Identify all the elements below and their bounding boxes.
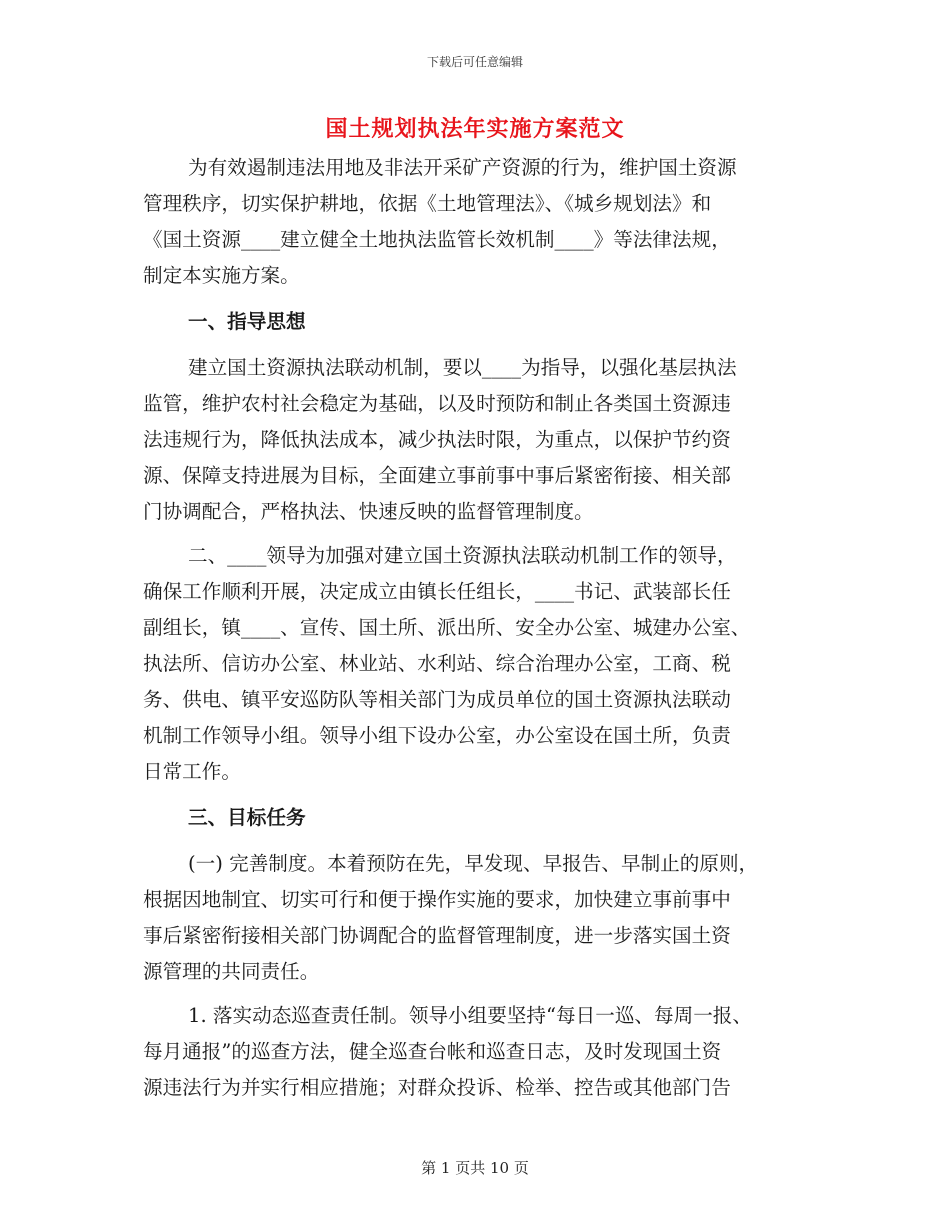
body-line: 法违规行为，降低执法成本，减少执法时限，为重点，以保护节约资 [143,428,731,451]
body-line: 1. 落实动态巡查责任制。领导小组要坚持“每日一巡、每周一报、 [188,1004,752,1027]
body-line: 机制工作领导小组。领导小组下设办公室，办公室设在国土所，负责 [143,724,731,747]
body-line: 事后紧密衔接相关部门协调配合的监督管理制度，进一步落实国土资 [143,924,731,947]
body-line: 为有效遏制违法用地及非法开采矿产资源的行为，维护国土资源 [188,156,737,179]
body-line: 建立国土资源执法联动机制，要以____为指导，以强化基层执法 [188,356,737,379]
body-line: 二、____领导为加强对建立国土资源执法联动机制工作的领导， [188,544,737,567]
body-line: 管理秩序，切实保护耕地，依据《土地管理法》、《城乡规划法》和 [143,192,712,215]
body-line: 门协调配合，严格执法、快速反映的监督管理制度。 [143,500,594,523]
header-note: 下载后可任意编辑 [426,55,523,69]
body-line: 《国土资源____建立健全土地执法监管长效机制____》等法律法规， [143,228,731,251]
paragraph-gap [143,990,813,998]
body-line: 源管理的共同责任。 [143,960,320,983]
paragraph-gap [143,294,813,302]
body-line: 源违法行为并实行相应措施；对群众投诉、检举、控告或其他部门告 [143,1076,731,1099]
paragraph-gap [143,790,813,798]
section-heading: 一、指导思想 [188,310,306,333]
page-footer: 第 1 页共 10 页 [421,1159,529,1177]
paragraph-gap [143,530,813,538]
paragraph-gap [143,342,813,350]
section-heading: 三、目标任务 [188,806,306,829]
paragraph-gap [143,838,813,846]
body-line: 根据因地制宜、切实可行和便于操作实施的要求，加快建立事前事中 [143,888,731,911]
body-line: 监管，维护农村社会稳定为基础，以及时预防和制止各类国土资源违 [143,392,731,415]
document-title: 国土规划执法年实施方案范文 [325,116,625,142]
document-body [143,150,813,1106]
body-line: 源、保障支持进展为目标，全面建立事前事中事后紧密衔接、相关部 [143,464,731,487]
body-line: 制定本实施方案。 [143,264,300,287]
body-line: 务、供电、镇平安巡防队等相关部门为成员单位的国土资源执法联动 [143,688,731,711]
body-line: 确保工作顺利开展，决定成立由镇长任组长，____书记、武装部长任 [143,580,731,603]
body-line: 副组长，镇____、宣传、国土所、派出所、安全办公室、城建办公室、 [143,616,751,639]
body-line: 每月通报”的巡查方法，健全巡查台帐和巡查日志，及时发现国土资 [143,1040,722,1063]
body-line: 日常工作。 [143,760,241,783]
body-line: (一) 完善制度。本着预防在先，早发现、早报告、早制止的原则， [188,852,759,875]
body-line: 执法所、信访办公室、林业站、水利站、综合治理办公室，工商、税 [143,652,731,675]
